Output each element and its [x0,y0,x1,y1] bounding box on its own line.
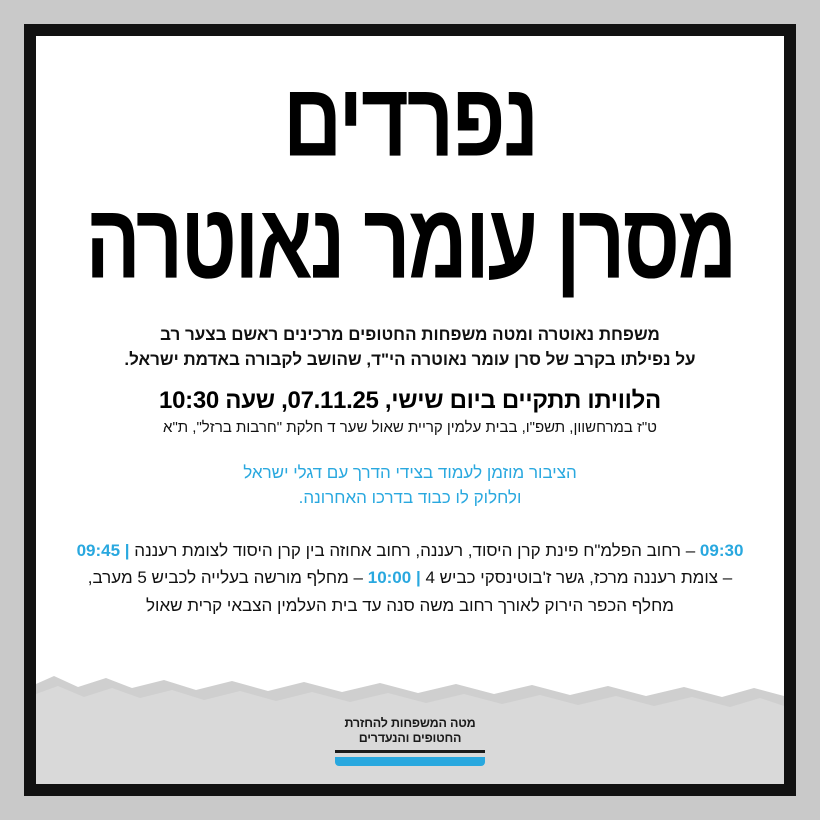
route-separator: | [124,540,130,560]
logo-bar-accent [335,757,485,766]
route-time: 10:00 [367,568,412,588]
announcement-paragraph-1: משפחת נאוטרה ומטה משפחות החטופים מרכינים ראשם בצער רב [160,325,660,345]
route-dash: – [722,568,733,588]
public-invitation [70,460,750,511]
funeral-hebrew-date-location: ט"ז במרחשוון, תשפ"ו, בבית עלמין קריית שאול שער ד חלקת "חרבות ברזל", ת"א [163,418,657,436]
page-title-line1: נפרדים [283,62,537,179]
route-time: 09:45 [76,540,121,560]
route-separator: | [415,568,421,588]
funeral-datetime: הלוויתו תתקיים ביום שישי, 07.11.25, שעה 10:30 [159,386,661,414]
logo-line-1: מטה המשפחות להחזרת [344,715,476,730]
organization-logo [300,716,520,766]
route-text: מחלף מורשה בעלייה לכביש 5 מערב, מחלף הכפר הירוק לאורך רחוב משה סנה עד בית העלמין הצבאי קרית שאול [87,568,674,615]
poster-canvas [36,36,784,784]
announcement-block [70,323,750,619]
invitation-line-1: הציבור מוזמן לעמוד בצידי הדרך עם דגלי ישראל [243,462,577,482]
logo-line-2: החטופים והנעדרים [358,731,462,746]
poster-frame [24,24,796,796]
poster-content [36,36,784,619]
logo-bar-dark [335,750,485,753]
route-dash: – [353,568,363,588]
page-title-line2: מסרן עומר נאוטרה [85,183,735,302]
route-dash: – [685,540,696,560]
invitation-line-2: ולחלוק לו כבוד בדרכו האחרונה. [298,488,522,508]
route-list [70,537,750,620]
announcement-paragraph-2: על נפילתו בקרב של סרן עומר נאוטרה הי"ד, שהושב לקבורה באדמת ישראל. [124,349,696,369]
route-text: רחוב הפלמ"ח פינת קרן היסוד, רעננה, רחוב אחוזה בין קרן היסוד לצומת רעננה [134,540,681,560]
route-time: 09:30 [699,540,744,560]
route-item [70,537,750,620]
route-text: צומת רעננה מרכז, גשר ז'בוטינסקי כביש 4 [425,568,719,588]
